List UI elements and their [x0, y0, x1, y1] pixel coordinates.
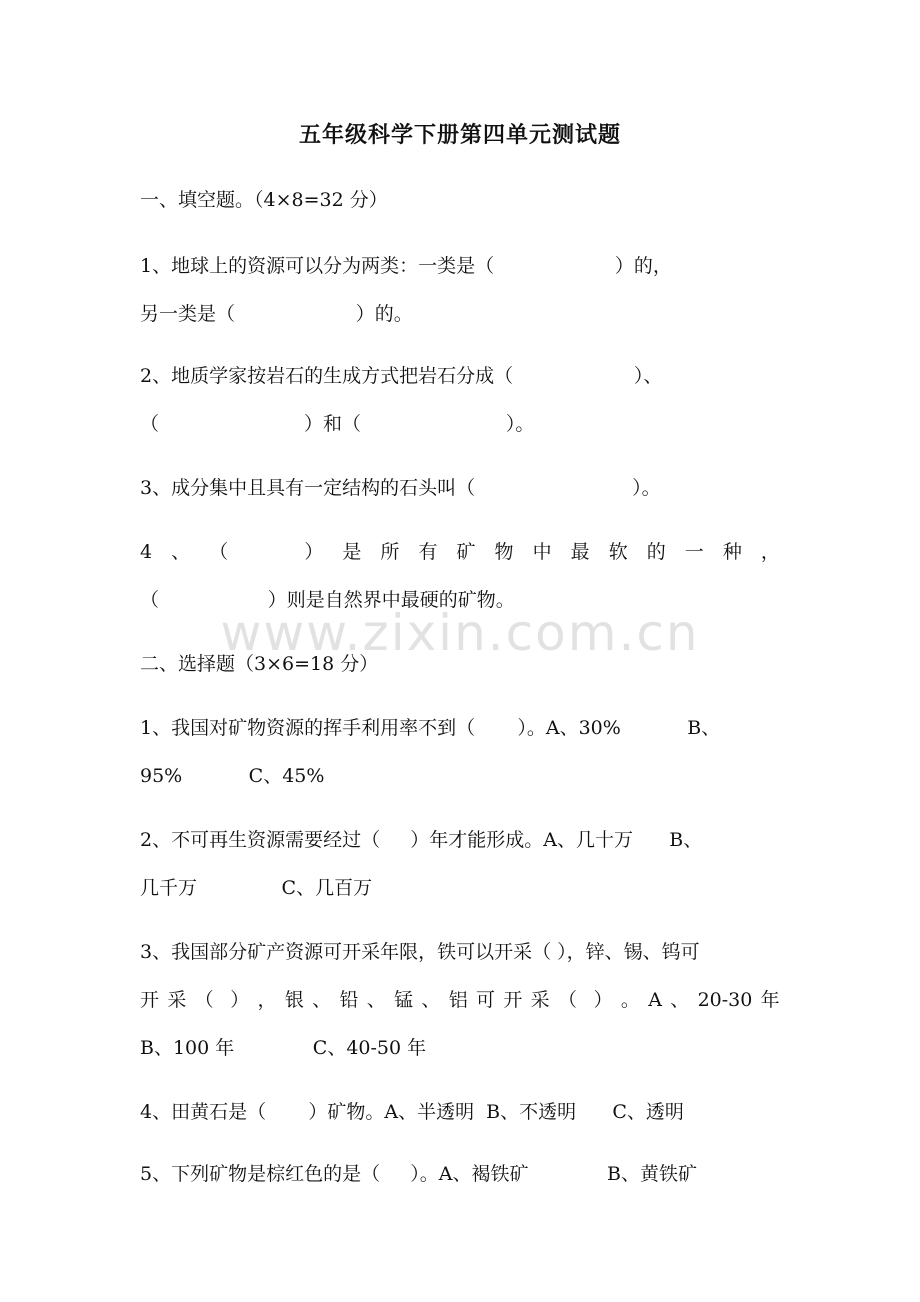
section-2-heading: 二、选择题（3×6=18 分）	[140, 653, 379, 675]
q3-token: A	[648, 989, 662, 1011]
q3-token: ）	[593, 989, 613, 1011]
s1-q2-line2: （ ）和（ ）。	[140, 413, 535, 435]
q4-token: 一	[684, 541, 704, 563]
q4-token: 的	[646, 541, 666, 563]
s2-q3-line3: B、100 年 C、40-50 年	[140, 1037, 427, 1059]
q4-token: 种	[722, 541, 742, 563]
q3-token: 采	[530, 989, 550, 1011]
s2-q3-line1: 3、我国部分矿产资源可开采年限，铁可以开采（ ），锌、锡、钨可	[140, 941, 700, 963]
q3-token: 20-30	[697, 989, 753, 1011]
q3-token: 、	[421, 989, 441, 1011]
q3-token: （	[194, 989, 214, 1011]
q3-token: 、	[670, 989, 690, 1011]
q4-token: 中	[532, 541, 552, 563]
q3-token: 银	[284, 989, 304, 1011]
s1-q4-line1	[140, 538, 780, 566]
s1-q1-line2: 另一类是（ ）的。	[140, 303, 413, 325]
s1-q2-line1: 2、地质学家按岩石的生成方式把岩石分成（ ）、	[140, 365, 663, 387]
q3-token: 。	[620, 989, 640, 1011]
page-title: 五年级科学下册第四单元测试题	[298, 123, 621, 148]
q4-token: （	[209, 541, 229, 563]
q4-token: 4	[140, 541, 153, 563]
q4-token: ）	[304, 541, 324, 563]
q3-token: 开	[140, 989, 160, 1011]
q3-token: 开	[503, 989, 523, 1011]
s1-q3-line1: 3、成分集中且具有一定结构的石头叫（ ）。	[140, 477, 661, 499]
s2-q1-line2: 95% C、45%	[140, 765, 325, 787]
s2-q5-line1: 5、下列矿物是棕红色的是（ ）。A、褐铁矿 B、黄铁矿	[140, 1163, 697, 1185]
s1-q4-line2: （ ）则是自然界中最硬的矿物。	[140, 589, 515, 611]
q4-token: 最	[570, 541, 590, 563]
q4-token: ，	[760, 541, 780, 563]
q3-token: ）	[230, 989, 250, 1011]
q3-token: （	[557, 989, 577, 1011]
s2-q3-line2	[140, 986, 780, 1014]
s2-q2-line2: 几千万 C、几百万	[140, 877, 373, 899]
q3-token: 、	[312, 989, 332, 1011]
s2-q2-line1: 2、不可再生资源需要经过（ ）年才能形成。A、几十万 B、	[140, 829, 703, 851]
section-1-heading: 一、填空题。（4×8=32 分）	[140, 189, 388, 211]
s2-q1-line1: 1、我国对矿物资源的挥手利用率不到（ ）。A、30% B、	[140, 717, 721, 739]
q4-token: 、	[171, 541, 191, 563]
q3-token: ，	[257, 989, 277, 1011]
q4-token: 矿	[456, 541, 476, 563]
q4-token: 有	[418, 541, 438, 563]
q3-token: 铝	[448, 989, 468, 1011]
q3-token: 采	[167, 989, 187, 1011]
q3-token: 年	[760, 989, 780, 1011]
q3-token: 、	[366, 989, 386, 1011]
q3-token: 可	[476, 989, 496, 1011]
q3-token: 锰	[394, 989, 414, 1011]
q3-token: 铅	[339, 989, 359, 1011]
q4-token: 是	[342, 541, 362, 563]
q4-token: 物	[494, 541, 514, 563]
s1-q1-line1: 1、地球上的资源可以分为两类：一类是（ ）的，	[140, 255, 672, 277]
q4-token: 所	[380, 541, 400, 563]
watermark: www.zixin.com.cn	[220, 604, 700, 662]
s2-q4-line1: 4、田黄石是（ ）矿物。A、半透明 B、不透明 C、透明	[140, 1101, 684, 1123]
q4-token: 软	[608, 541, 628, 563]
